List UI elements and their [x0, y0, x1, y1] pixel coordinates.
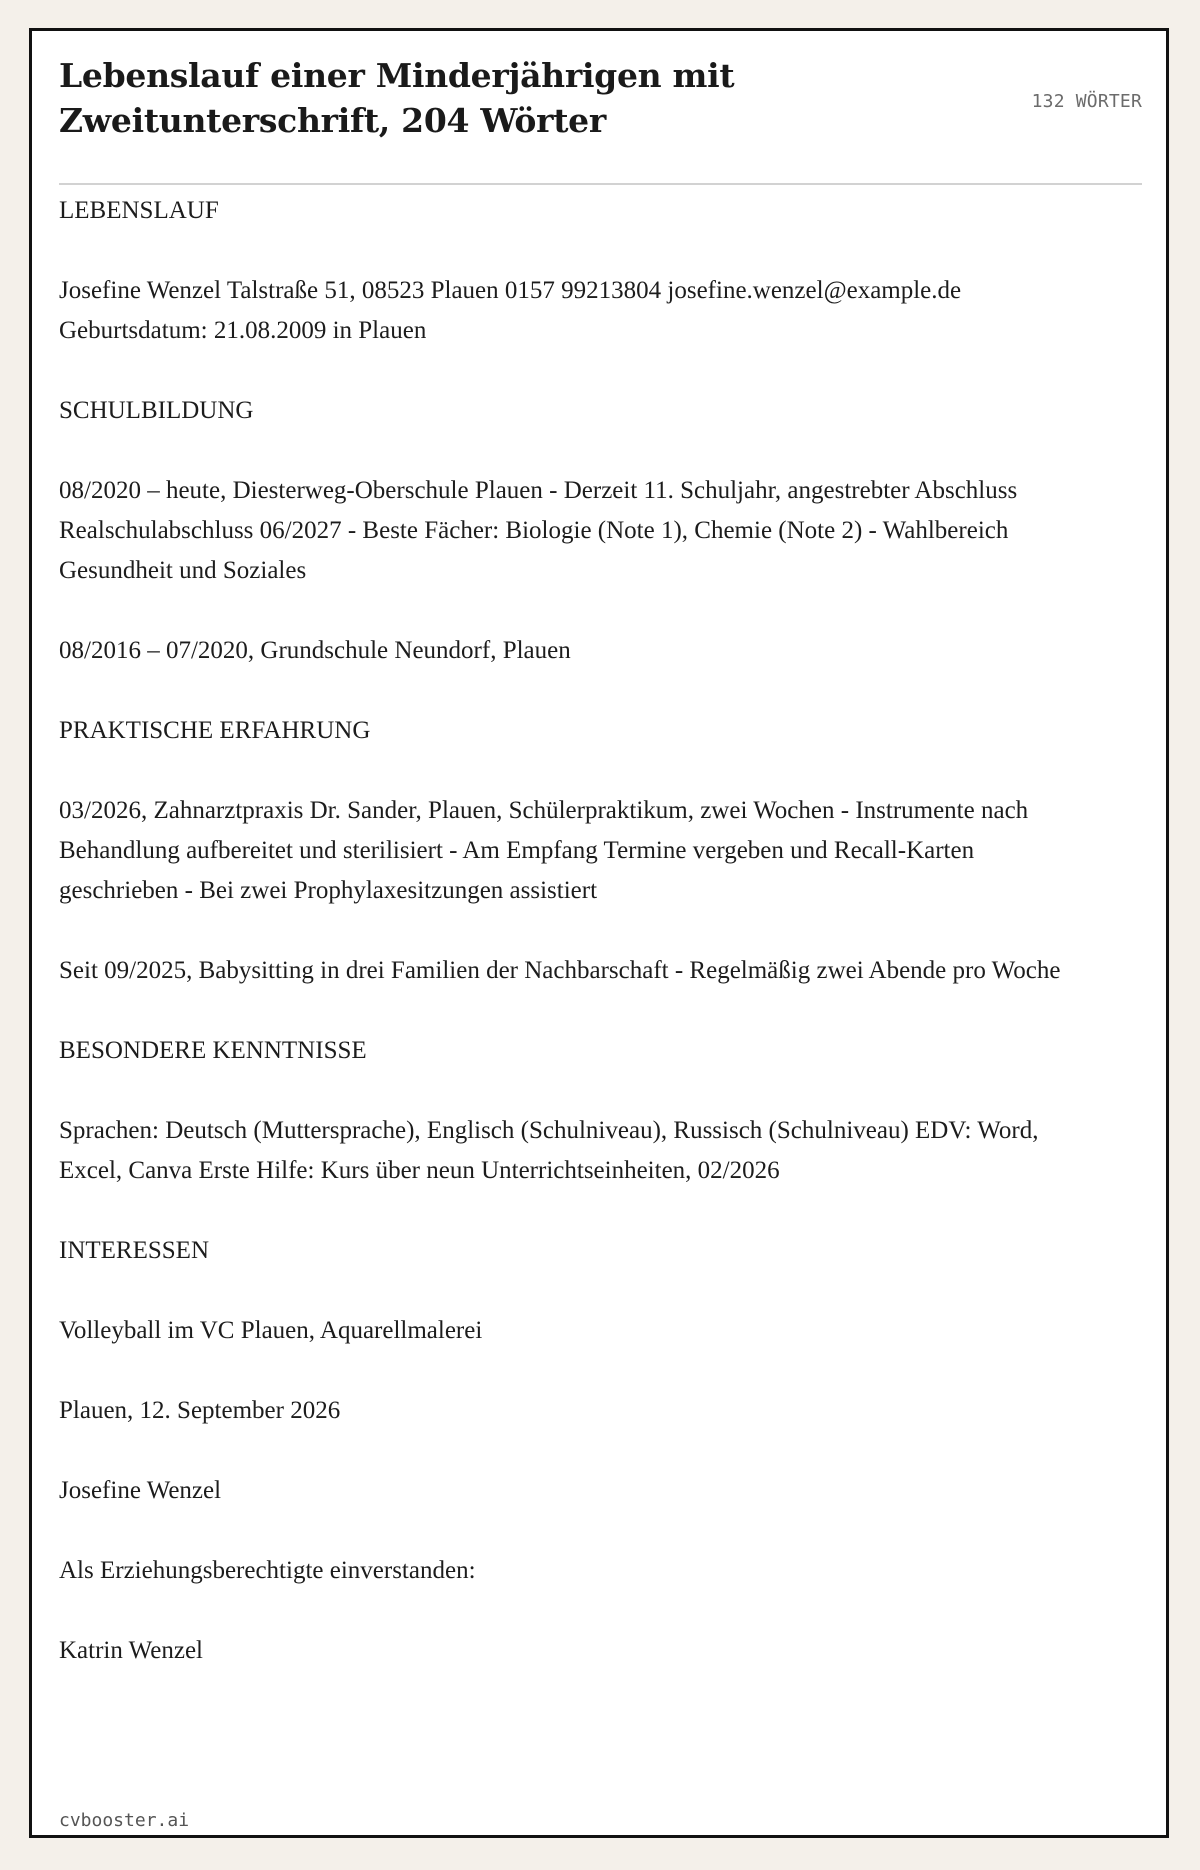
- section-heading-besondere-kenntnisse: BESONDERE KENNTNISSE: [59, 1037, 367, 1064]
- skills-paragraph: Sprachen: Deutsch (Muttersprache), Englisch (Schulniveau), Russisch (Schulniveau) EDV: Word, Excel, Canva Erste Hilfe: Kurs über neun Unterrichtseinheiten, 02/2026: [59, 1117, 1039, 1184]
- word-count-label: 132 WÖRTER: [1031, 91, 1142, 112]
- interests-paragraph: Volleyball im VC Plauen, Aquarellmalerei: [59, 1317, 483, 1344]
- experience-entry-praktikum: 03/2026, Zahnarztpraxis Dr. Sander, Plauen, Schülerpraktikum, zwei Wochen - Instrumente nach Behandlung aufbereitet und sterilisiert - Am Empfang Termine vergeben und Recall-Karten geschrieben - Bei zwei Prophylaxesitzungen assistiert: [59, 797, 1029, 904]
- section-heading-praktische-erfahrung: PRAKTISCHE ERFAHRUNG: [59, 717, 371, 744]
- signature-name-guardian: Katrin Wenzel: [59, 1637, 203, 1664]
- signature-name-applicant: Josefine Wenzel: [59, 1477, 222, 1504]
- document-header: [59, 53, 1142, 185]
- section-heading-schulbildung: SCHULBILDUNG: [59, 397, 254, 424]
- section-heading-interessen: INTERESSEN: [59, 1237, 209, 1264]
- contact-details: Josefine Wenzel Talstraße 51, 08523 Plauen 0157 99213804 josefine.wenzel@example.de Geburtsdatum: 21.08.2009 in Plauen: [59, 277, 962, 344]
- experience-entry-babysitting: Seit 09/2025, Babysitting in drei Familien der Nachbarschaft - Regelmäßig zwei Abende pro Woche: [59, 957, 1061, 984]
- section-heading-lebenslauf: LEBENSLAUF: [59, 197, 219, 224]
- guardian-consent-note: Als Erziehungsberechtigte einverstanden:: [59, 1557, 476, 1584]
- education-entry-grundschule: 08/2016 – 07/2020, Grundschule Neundorf, Plauen: [59, 637, 571, 664]
- education-entry-oberschule: 08/2020 – heute, Diesterweg-Oberschule Plauen - Derzeit 11. Schuljahr, angestrebter Abschluss Realschulabschluss 06/2027 - Beste Fächer: Biologie (Note 1), Chemie (Note 2) - Wahlbereich Gesundheit und Soziales: [59, 477, 1018, 584]
- footer-brand: cvbooster.ai: [59, 1810, 190, 1831]
- place-and-date: Plauen, 12. September 2026: [59, 1397, 341, 1424]
- document-body: [59, 191, 1069, 1711]
- document-card: [29, 28, 1169, 1838]
- document-title: Lebenslauf einer Minderjährigen mit Zweitunterschrift, 204 Wörter: [59, 56, 735, 140]
